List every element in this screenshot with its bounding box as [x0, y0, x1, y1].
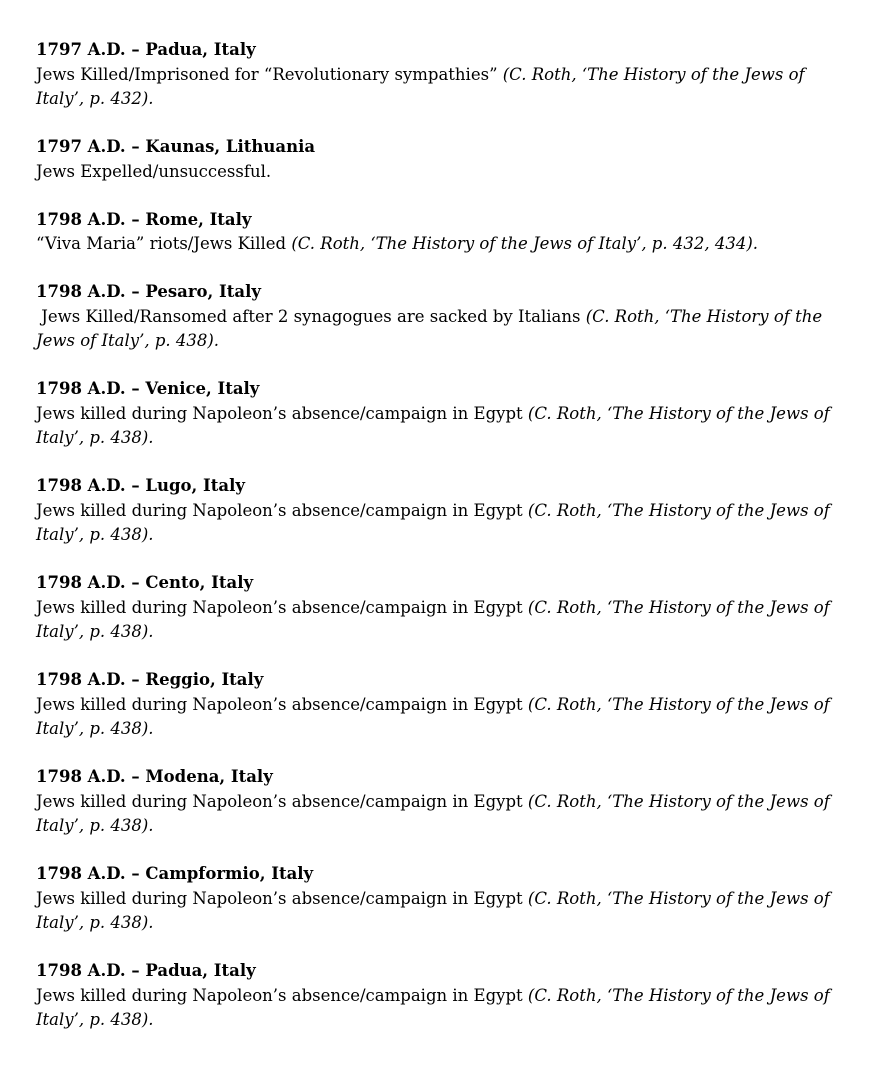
entry-kaunas-1797 — [36, 135, 856, 184]
entry-text: Jews killed during Napoleon’s absence/campaign in Egypt — [36, 791, 528, 811]
entry-citation: (C. Roth, ‘The History of the Jews of Italy’, p. 438). — [36, 888, 830, 932]
entry-citation: (C. Roth, ‘The History of the Jews of Italy’, p. 432). — [36, 64, 805, 108]
entry-citation: (C. Roth, ‘The History of the Jews of Italy’, p. 438). — [36, 694, 830, 738]
entry-cento-1798 — [36, 571, 856, 645]
entry-heading: 1798 A.D. – Campformio, Italy — [36, 864, 314, 883]
entry-body — [36, 790, 856, 839]
entry-heading: 1797 A.D. – Padua, Italy — [36, 40, 256, 59]
entry-body — [36, 984, 856, 1033]
entry-heading: 1798 A.D. – Pesaro, Italy — [36, 282, 261, 301]
entry-body — [36, 693, 856, 742]
entry-text: Jews Killed/Ransomed after 2 synagogues are sacked by Italians — [36, 306, 586, 326]
entry-text: “Viva Maria” riots/Jews Killed — [36, 234, 292, 253]
entry-text: Jews killed during Napoleon’s absence/campaign in Egypt — [36, 888, 528, 908]
entry-body — [36, 596, 856, 645]
entry-citation: (C. Roth, ‘The History of the Jews of Italy’, p. 432, 434). — [291, 234, 759, 253]
entry-body — [36, 499, 856, 548]
entry-heading: 1798 A.D. – Cento, Italy — [36, 573, 254, 592]
entry-heading: 1797 A.D. – Kaunas, Lithuania — [36, 137, 316, 156]
entry-citation: (C. Roth, ‘The History of the Jews of Italy’, p. 438). — [36, 791, 830, 835]
entry-citation: (C. Roth, ‘The History of the Jews of Italy’, p. 438). — [36, 500, 830, 544]
entry-heading: 1798 A.D. – Reggio, Italy — [36, 670, 264, 689]
entry-text: Jews Killed/Imprisoned for “Revolutionary sympathies” — [36, 64, 503, 84]
entry-body — [36, 232, 856, 257]
entry-text: Jews killed during Napoleon’s absence/campaign in Egypt — [36, 597, 528, 617]
entry-body — [36, 887, 856, 936]
entry-padua-1797 — [36, 38, 856, 112]
entry-body — [36, 160, 856, 185]
entry-body — [36, 305, 856, 354]
entry-text: Jews killed during Napoleon’s absence/campaign in Egypt — [36, 500, 528, 520]
entry-reggio-1798 — [36, 668, 856, 742]
entry-text: Jews killed during Napoleon’s absence/campaign in Egypt — [36, 985, 528, 1005]
entry-citation: (C. Roth, ‘The History of the Jews of Italy’, p. 438). — [36, 597, 830, 641]
entry-rome-1798 — [36, 208, 856, 257]
entry-heading: 1798 A.D. – Modena, Italy — [36, 767, 273, 786]
entry-modena-1798 — [36, 765, 856, 839]
entry-body — [36, 63, 856, 112]
entry-citation: (C. Roth, ‘The History of the Jews of Italy’, p. 438). — [36, 306, 823, 350]
entry-pesaro-1798 — [36, 280, 856, 354]
entry-venice-1798 — [36, 377, 856, 451]
entry-heading: 1798 A.D. – Venice, Italy — [36, 379, 260, 398]
document-page — [36, 38, 856, 1056]
entry-lugo-1798 — [36, 474, 856, 548]
entry-text: Jews killed during Napoleon’s absence/campaign in Egypt — [36, 403, 528, 423]
entry-text: Jews Expelled/unsuccessful. — [36, 161, 272, 181]
entry-heading: 1798 A.D. – Rome, Italy — [36, 209, 252, 229]
entry-citation: (C. Roth, ‘The History of the Jews of Italy’, p. 438). — [36, 403, 830, 447]
entry-heading: 1798 A.D. – Lugo, Italy — [36, 476, 245, 495]
entry-citation: (C. Roth, ‘The History of the Jews of Italy’, p. 438). — [36, 985, 830, 1029]
entry-campformio-1798 — [36, 862, 856, 936]
entry-text: Jews killed during Napoleon’s absence/campaign in Egypt — [36, 694, 528, 714]
entry-heading: 1798 A.D. – Padua, Italy — [36, 961, 256, 980]
entry-padua-1798 — [36, 959, 856, 1033]
entry-body — [36, 402, 856, 451]
